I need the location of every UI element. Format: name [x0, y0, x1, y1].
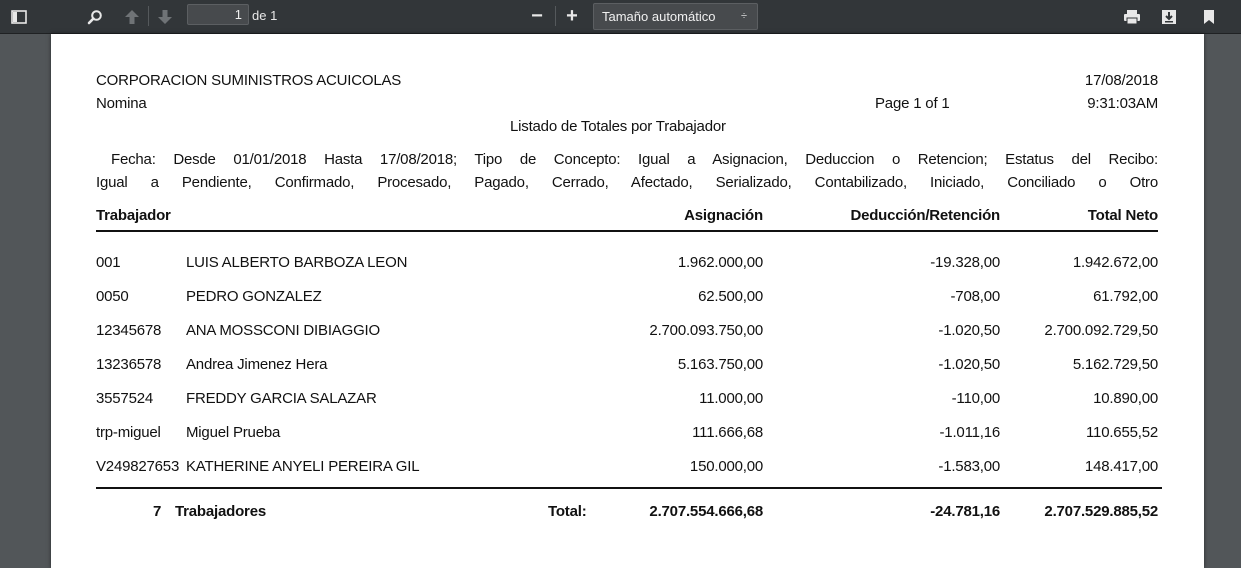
- table-row: [51, 390, 1204, 424]
- report-time: 9:31:03AM: [1087, 95, 1158, 112]
- worker-code: 0050: [96, 288, 129, 305]
- viewer-toolbar: [0, 0, 1241, 34]
- worker-name: KATHERINE ANYELI PEREIRA GIL: [186, 458, 420, 475]
- bookmark-icon[interactable]: [1198, 0, 1220, 33]
- column-header-deduct: Deducción/Retención: [850, 207, 1000, 224]
- sidebar-toggle-icon[interactable]: [8, 0, 30, 33]
- search-icon[interactable]: [84, 0, 106, 33]
- page-number-input[interactable]: 1: [187, 4, 249, 25]
- worker-code: 13236578: [96, 356, 162, 373]
- net-value: 5.162.729,50: [1072, 356, 1158, 373]
- previous-page-icon[interactable]: [121, 0, 143, 33]
- table-row: [51, 322, 1204, 356]
- zoom-in-button[interactable]: +: [566, 5, 578, 27]
- deduct-value: -1.011,16: [939, 424, 1000, 441]
- deduct-value: -19.328,00: [930, 254, 1000, 271]
- company-name: CORPORACION SUMINISTROS ACUICOLAS: [96, 72, 402, 89]
- worker-name: Andrea Jimenez Hera: [186, 356, 328, 373]
- deduct-value: -1.583,00: [938, 458, 1000, 475]
- totals-divider: [96, 487, 1162, 489]
- deduct-value: -1.020,50: [938, 322, 1000, 339]
- net-value: 148.417,00: [1084, 458, 1158, 475]
- toolbar-separator: [148, 6, 149, 26]
- zoom-select[interactable]: [593, 3, 758, 30]
- zoom-select-value: Tamaño automático: [602, 9, 716, 24]
- worker-name: PEDRO GONZALEZ: [186, 288, 322, 305]
- assign-value: 111.666,68: [692, 424, 763, 441]
- report-date: 17/08/2018: [1084, 72, 1158, 89]
- assign-value: 1.962.000,00: [677, 254, 763, 271]
- net-value: 61.792,00: [1093, 288, 1158, 305]
- pdf-page: [51, 34, 1204, 568]
- worker-code: V249827653: [96, 458, 180, 475]
- zoom-out-button[interactable]: −: [531, 5, 543, 27]
- table-row: [51, 254, 1204, 288]
- chevron-down-icon: ÷: [740, 10, 747, 22]
- worker-code: trp-miguel: [96, 424, 161, 441]
- assign-value: 2.700.093.750,00: [649, 322, 763, 339]
- assign-value: 11.000,00: [699, 390, 763, 407]
- total-deduct: -24.781,16: [930, 503, 1000, 520]
- column-header-assign: Asignación: [684, 207, 763, 224]
- download-icon[interactable]: [1158, 0, 1180, 33]
- worker-name: LUIS ALBERTO BARBOZA LEON: [186, 254, 408, 271]
- worker-code: 3557524: [96, 390, 153, 407]
- net-value: 110.655,52: [1086, 424, 1158, 441]
- page-count-label: de 1: [252, 8, 278, 23]
- table-row: [51, 424, 1204, 458]
- filter-line: Igual a Pendiente, Confirmado, Procesado, Pagado, Cerrado, Afectado, Serializado, Contabilizado, Iniciado, Conciliado o Otro: [96, 174, 1158, 191]
- worker-name: ANA MOSSCONI DIBIAGGIO: [186, 322, 380, 339]
- next-page-icon[interactable]: [154, 0, 176, 33]
- header-divider: [96, 230, 1158, 232]
- total-net: 2.707.529.885,52: [1044, 503, 1158, 520]
- assign-value: 5.163.750,00: [677, 356, 763, 373]
- print-icon[interactable]: [1121, 0, 1143, 33]
- deduct-value: -1.020,50: [938, 356, 1000, 373]
- worker-name: FREDDY GARCIA SALAZAR: [186, 390, 377, 407]
- report-title: Listado de Totales por Trabajador: [510, 118, 726, 135]
- assign-value: 62.500,00: [698, 288, 763, 305]
- module-name: Nomina: [96, 95, 147, 112]
- column-header-net: Total Neto: [1087, 207, 1158, 224]
- total-label: Total:: [548, 503, 587, 520]
- column-header-worker: Trabajador: [96, 207, 171, 224]
- net-value: 2.700.092.729,50: [1044, 322, 1158, 339]
- page-indicator: Page 1 of 1: [875, 95, 950, 112]
- net-value: 1.942.672,00: [1072, 254, 1158, 271]
- worker-name: Miguel Prueba: [186, 424, 281, 441]
- toolbar-separator: [555, 6, 556, 26]
- deduct-value: -110,00: [951, 390, 1000, 407]
- total-workers-label: Trabajadores: [175, 503, 266, 520]
- worker-code: 001: [96, 254, 121, 271]
- table-row: [51, 288, 1204, 322]
- filter-line: Fecha: Desde 01/01/2018 Hasta 17/08/2018; Tipo de Concepto: Igual a Asignacion, Deduccion o Retencion; Estatus del Recibo:: [111, 151, 1158, 168]
- total-workers-count: 7: [153, 503, 162, 520]
- assign-value: 150.000,00: [689, 458, 763, 475]
- table-row: [51, 356, 1204, 390]
- filter-criteria: [96, 148, 1158, 194]
- net-value: 10.890,00: [1093, 390, 1158, 407]
- worker-code: 12345678: [96, 322, 162, 339]
- deduct-value: -708,00: [950, 288, 1000, 305]
- total-assign: 2.707.554.666,68: [649, 503, 763, 520]
